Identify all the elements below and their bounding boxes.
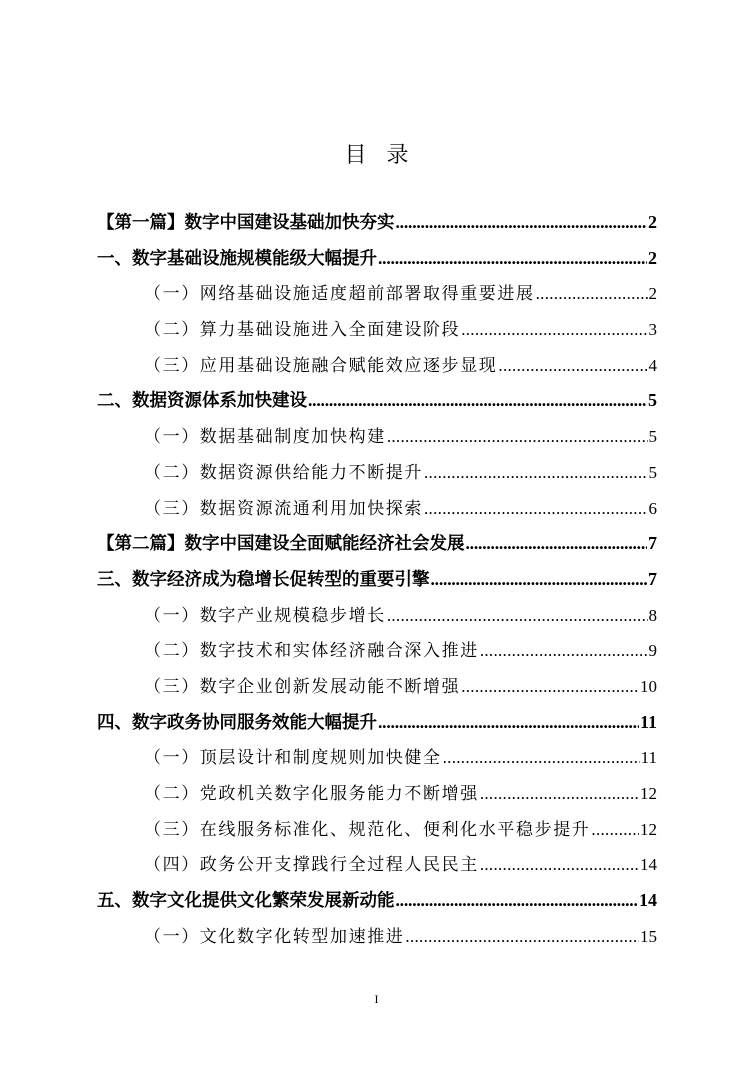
toc-leader-dots bbox=[387, 598, 648, 634]
toc-page-number: 2 bbox=[648, 212, 657, 232]
toc-page-number: 11 bbox=[640, 748, 657, 768]
toc-page-number: 2 bbox=[648, 247, 657, 268]
toc-leader-dots bbox=[396, 205, 648, 241]
toc-heading-entry[interactable] bbox=[97, 526, 657, 562]
toc-heading-entry[interactable] bbox=[97, 562, 657, 598]
toc-entry-text: （三）数字企业创新发展动能不断增强 bbox=[144, 676, 461, 697]
toc-leader-dots bbox=[480, 633, 648, 669]
toc-subentry[interactable] bbox=[97, 919, 657, 955]
toc-leader-dots bbox=[480, 776, 639, 812]
toc-leader-dots bbox=[431, 562, 648, 598]
toc-heading-entry[interactable] bbox=[97, 241, 657, 277]
toc-entry-text: （一）顶层设计和制度规则加快健全 bbox=[144, 748, 442, 769]
toc-entry-text: （二）数字技术和实体经济融合深入推进 bbox=[144, 641, 479, 662]
toc-entry-text: 【第二篇】数字中国建设全面赋能经济社会发展 bbox=[97, 534, 465, 555]
toc-subentry[interactable] bbox=[97, 598, 657, 634]
toc-page-number: 7 bbox=[648, 533, 657, 554]
toc-page-number: 11 bbox=[639, 711, 657, 732]
toc-leader-dots bbox=[424, 455, 648, 491]
toc-subentry[interactable] bbox=[97, 669, 657, 705]
toc-leader-dots bbox=[591, 812, 639, 848]
toc-heading-entry[interactable] bbox=[97, 205, 657, 241]
toc-subentry[interactable] bbox=[97, 312, 657, 348]
toc-leader-dots bbox=[536, 276, 648, 312]
toc-page-number: 14 bbox=[639, 890, 657, 911]
toc-page-number: 15 bbox=[640, 926, 657, 946]
toc-subentry[interactable] bbox=[97, 419, 657, 455]
toc-leader-dots bbox=[498, 348, 647, 384]
toc-leader-dots bbox=[378, 705, 639, 741]
toc-subentry[interactable] bbox=[97, 633, 657, 669]
toc-leader-dots bbox=[308, 383, 647, 419]
toc-page-number: 14 bbox=[640, 855, 657, 875]
toc-leader-dots bbox=[466, 526, 648, 562]
toc-subentry[interactable] bbox=[97, 348, 657, 384]
toc-page-number: 3 bbox=[648, 320, 657, 340]
toc-page-number: 10 bbox=[640, 676, 657, 696]
toc-entry-text: （一）文化数字化转型加速推进 bbox=[144, 926, 405, 947]
toc-entry-text: （一）数字产业规模稳步增长 bbox=[144, 605, 386, 626]
toc-leader-dots bbox=[424, 491, 648, 527]
toc-subentry[interactable] bbox=[97, 847, 657, 883]
toc-entry-text: 五、数字文化提供文化繁荣发展新动能 bbox=[97, 891, 395, 912]
toc-entry-text: 四、数字政务协同服务效能大幅提升 bbox=[97, 712, 377, 733]
toc-entry-text: 一、数字基础设施规模能级大幅提升 bbox=[97, 248, 377, 269]
toc-entry-text: 【第一篇】数字中国建设基础加快夯实 bbox=[97, 213, 395, 233]
toc-heading-entry[interactable] bbox=[97, 883, 657, 919]
toc-page-number: 12 bbox=[640, 819, 657, 839]
toc-entry-text: （三）数据资源流通利用加快探索 bbox=[144, 498, 423, 519]
toc-leader-dots bbox=[387, 419, 648, 455]
table-of-contents bbox=[97, 205, 657, 954]
toc-page-number: 12 bbox=[640, 784, 657, 803]
toc-page-number: 6 bbox=[648, 498, 657, 518]
toc-entry-text: 二、数据资源体系加快建设 bbox=[97, 391, 307, 412]
toc-leader-dots bbox=[378, 241, 647, 277]
toc-subentry[interactable] bbox=[97, 740, 657, 776]
toc-subentry[interactable] bbox=[97, 491, 657, 527]
toc-entry-text: （三）在线服务标准化、规范化、便利化水平稳步提升 bbox=[144, 819, 591, 840]
toc-entry-text: （二）算力基础设施进入全面建设阶段 bbox=[144, 320, 461, 341]
page-title: 目录 bbox=[344, 143, 429, 168]
toc-entry-text: 三、数字经济成为稳增长促转型的重要引擎 bbox=[97, 569, 430, 590]
toc-page-number: 7 bbox=[648, 568, 657, 589]
toc-page-number: 5 bbox=[648, 427, 657, 447]
toc-leader-dots bbox=[443, 740, 640, 776]
toc-subentry[interactable] bbox=[97, 455, 657, 491]
toc-entry-text: （一）数据基础制度加快构建 bbox=[144, 427, 386, 448]
toc-leader-dots bbox=[461, 312, 647, 348]
toc-heading-entry[interactable] bbox=[97, 383, 657, 419]
toc-leader-dots bbox=[480, 847, 639, 883]
toc-entry-text: （二）数据资源供给能力不断提升 bbox=[144, 462, 423, 483]
toc-leader-dots bbox=[396, 883, 639, 919]
toc-page-number: 8 bbox=[648, 605, 657, 625]
toc-entry-text: （二）党政机关数字化服务能力不断增强 bbox=[144, 784, 479, 804]
toc-heading-entry[interactable] bbox=[97, 705, 657, 741]
toc-page-number: 5 bbox=[648, 390, 657, 411]
toc-page-number: 9 bbox=[648, 641, 657, 661]
toc-leader-dots bbox=[461, 669, 639, 705]
toc-entry-text: （四）政务公开支撑践行全过程人民民主 bbox=[144, 855, 479, 876]
page-number: I bbox=[374, 992, 379, 1006]
toc-page-number: 2 bbox=[648, 284, 657, 304]
toc-subentry[interactable] bbox=[97, 776, 657, 812]
toc-entry-text: （一）网络基础设施适度超前部署取得重要进展 bbox=[144, 284, 535, 305]
toc-subentry[interactable] bbox=[97, 812, 657, 848]
toc-subentry[interactable] bbox=[97, 276, 657, 312]
toc-entry-text: （三）应用基础设施融合赋能效应逐步显现 bbox=[144, 355, 498, 376]
toc-page-number: 5 bbox=[648, 462, 657, 482]
toc-page-number: 4 bbox=[648, 355, 657, 375]
toc-leader-dots bbox=[405, 919, 639, 955]
